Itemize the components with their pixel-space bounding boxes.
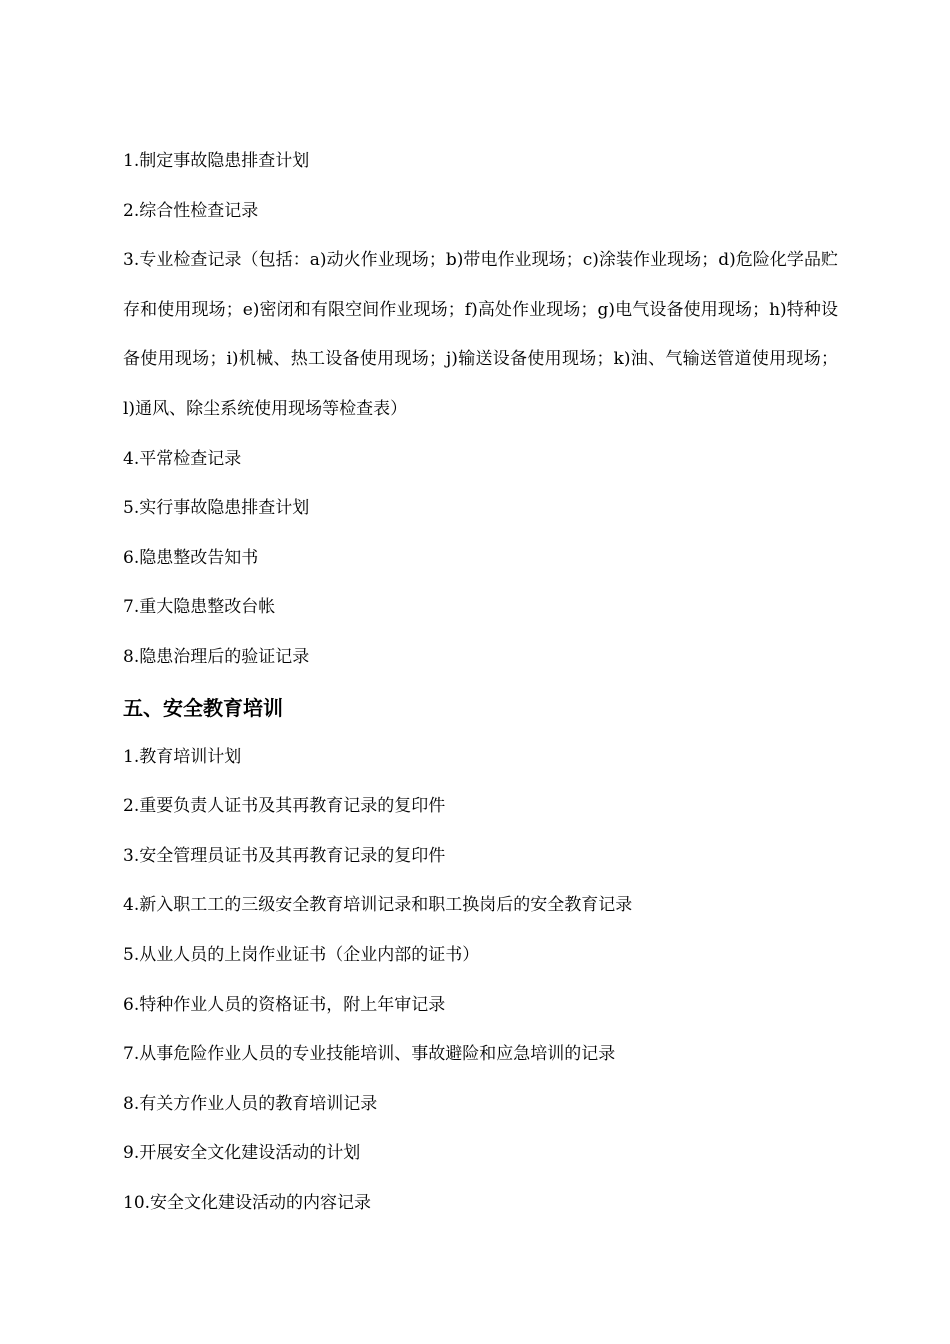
document-body — [123, 137, 838, 1228]
list-item: 6.特种作业人员的资格证书，附上年审记录 — [123, 994, 446, 1015]
list-item: 4.平常检查记录 — [123, 448, 242, 469]
list-item: 10.安全文化建设活动的内容记录 — [123, 1192, 372, 1213]
list-item: 2.综合性检查记录 — [123, 200, 259, 221]
list-item: 7.从事危险作业人员的专业技能培训、事故避险和应急培训的记录 — [123, 1044, 616, 1065]
list-item: 4.新入职工工的三级安全教育培训记录和职工换岗后的安全教育记录 — [123, 895, 633, 916]
list-item: 5.实行事故隐患排查计划 — [123, 498, 310, 519]
list-item: 1.教育培训计划 — [123, 746, 242, 767]
list-item: 3.安全管理员证书及其再教育记录的复印件 — [123, 845, 446, 866]
list-item: 6.隐患整改告知书 — [123, 547, 259, 568]
list-item: 3.专业检查记录（包括：a)动火作业现场；b)带电作业现场；c)涂装作业现场；d)危险化学品贮存和使用现场；e)密闭和有限空间作业现场；f)高处作业现场；g)电气设备使用现场；h)特种设备使用现场；i)机械、热工设备使用现场；j)输送设备使用现场；k)油、气输送管道使用现场；l)通风、除尘系统使用现场等检查表） — [123, 250, 838, 419]
list-item: 5.从业人员的上岗作业证书（企业内部的证书） — [123, 944, 480, 965]
list-item: 8.有关方作业人员的教育培训记录 — [123, 1093, 378, 1114]
section-heading: 五、安全教育培训 — [123, 695, 283, 720]
list-item: 1.制定事故隐患排查计划 — [123, 151, 310, 171]
list-item: 9.开展安全文化建设活动的计划 — [123, 1143, 361, 1164]
list-item: 2.重要负责人证书及其再教育记录的复印件 — [123, 796, 446, 817]
list-item: 7.重大隐患整改台帐 — [123, 597, 276, 618]
list-item: 8.隐患治理后的验证记录 — [123, 646, 310, 667]
